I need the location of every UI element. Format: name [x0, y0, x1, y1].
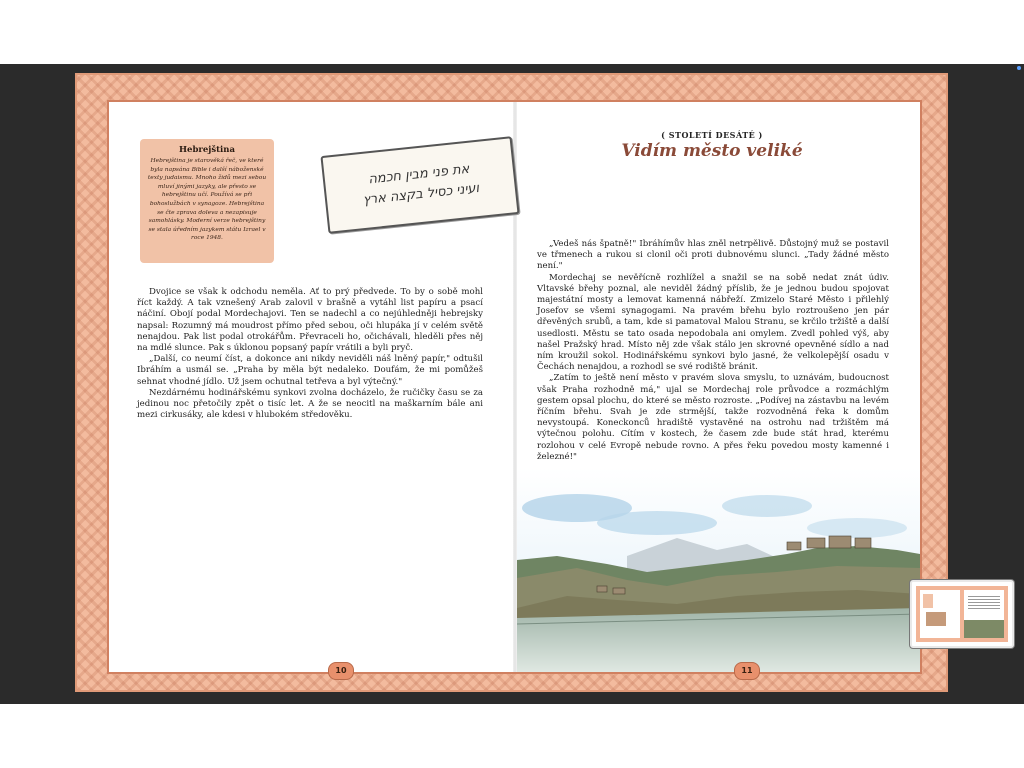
page-number-right: 11	[734, 662, 760, 680]
book-spread	[75, 73, 948, 692]
sidebar-text: Hebrejština je starověká řeč, ve které byla napsána Bible i další náboženské texty judaismu. Mnoho židů mezi sebou mluví jinými jazyky, ale přesto se hebrejštinu učí. Používá se při bohoslužbách v synagoze. Hebrejština se čte zprava doleva a nezapisuje samohlásky. Moderní verze hebrejštiny se stala úředním jazykem státu Izrael v roce 1948.	[147, 158, 267, 242]
paragraph: Nezdárnému hodinářskému synkovi zvolna docházelo, že ručičky času se za jedinou noc přetočily zpět o tisíc let. A že se neocitl na maškarním bále ani mezi cirkusáky, ale kdesi v hlubokém středověku.	[137, 387, 483, 421]
thumbnail-left-page	[920, 590, 960, 638]
page-number-left: 10	[328, 662, 354, 680]
paragraph: Dvojice se však k odchodu neměla. Ať to prý předvede. To by o sobě mohl říct každý. A tak vznešený Arab zalovil v brašně a vytáhl list papíru a psací náčiní. Obojí podal Mordechajovi. Ten se nadechl a co nejúhledněji hebrejsky napsal: Rozumný má moudrost přímo před sebou, oči hlupáka jí v celém světě nenajdou. Pak list podal otrokářům. Převraceli ho, očichávali, hleděli přes něj na mdlé slunce. Pak s úklonou popsaný papír vrátili a byli pryč.	[137, 287, 483, 354]
landscape-illustration	[517, 468, 920, 672]
page-thumbnail[interactable]	[910, 580, 1014, 648]
sidebar-title: Hebrejština	[179, 145, 235, 155]
chapter-header	[547, 130, 877, 161]
hebrew-note-line: ועיני כסיל בקצה ארץ	[362, 180, 480, 209]
thumbnail-spread	[916, 586, 1008, 642]
status-dot-icon	[1017, 66, 1021, 70]
paragraph: „Zatím to ještě není město v pravém slova smyslu, to uznávám, budoucnost však Praha rozhodně má," ujal se Mordechaj role průvodce a rozmáchlým gestem opsal plochu, do které se město rozroste. „Podívej na zástavbu na levém říčním břehu. Svah je zde strmější, takže rozvodněná řeka k domům nevystoupá. Koneckonců hradiště vystavěné na ostrohu nad tržištěm má výtečnou polohu. Cítím v kostech, že časem zde bude stát hrad, kterému rozlohou v celé Evropě nebude rovno. A přes řeku povedou mosty kamenné i železné!"	[537, 373, 889, 462]
left-page-text	[137, 287, 483, 421]
paragraph: Mordechaj se nevěřícně rozhlížel a snažil se na sobě nedat znát údiv. Vltavské břehy poznal, ale neviděl žádný příslib, že je jednou budou spojovat majestátní mosty a lemovat kamenná nábřeží. Zmizelo Staré Město i přilehlý Josefov se všemi synagogami. Na pravém břehu bylo roztroušeno jen pár dřevěných srubů, a tam, kde si pamatoval Malou Stranu, se krčilo tržiště a další usedlosti. Městu se tato osada nepodobala ani omylem. Zvedl pohled výš, aby našel Pražský hrad. Místo něj zde však stálo jen skrovné opevněné sídlo a nad ním kroužil sokol. Hodinářskému synkovi bylo jasné, že velkolepější osadu v Čechách nenajdou, a rozhodl se své rodiště bránit.	[537, 272, 889, 373]
page-area	[107, 100, 922, 674]
hebrew-note-illustration	[320, 136, 519, 234]
paragraph: „Další, co neumí číst, a dokonce ani nikdy neviděli náš lněný papír," odtušil Ibráhím a usmál se. „Praha by měla být nedaleko. Doufám, že mi pomůžeš sehnat vhodné jídlo. Už jsem ochutnal tetřeva a byl výtečný."	[137, 354, 483, 387]
chapter-title: Vidím město veliké	[621, 141, 803, 161]
info-sidebar	[140, 139, 274, 263]
thumbnail-right-page	[964, 590, 1004, 638]
right-page-text	[537, 239, 889, 463]
chapter-century: ( STOLETÍ DESÁTÉ )	[661, 130, 763, 140]
hebrew-note-line: את פני מבין חכמה	[367, 161, 471, 188]
paragraph: „Vedeš nás špatně!" Ibráhímův hlas zněl netrpělivě. Důstojný muž se postavil ve třmenech a rukou si clonil oči proti dubnovému slunci. „Tady žádné město není."	[537, 239, 889, 272]
